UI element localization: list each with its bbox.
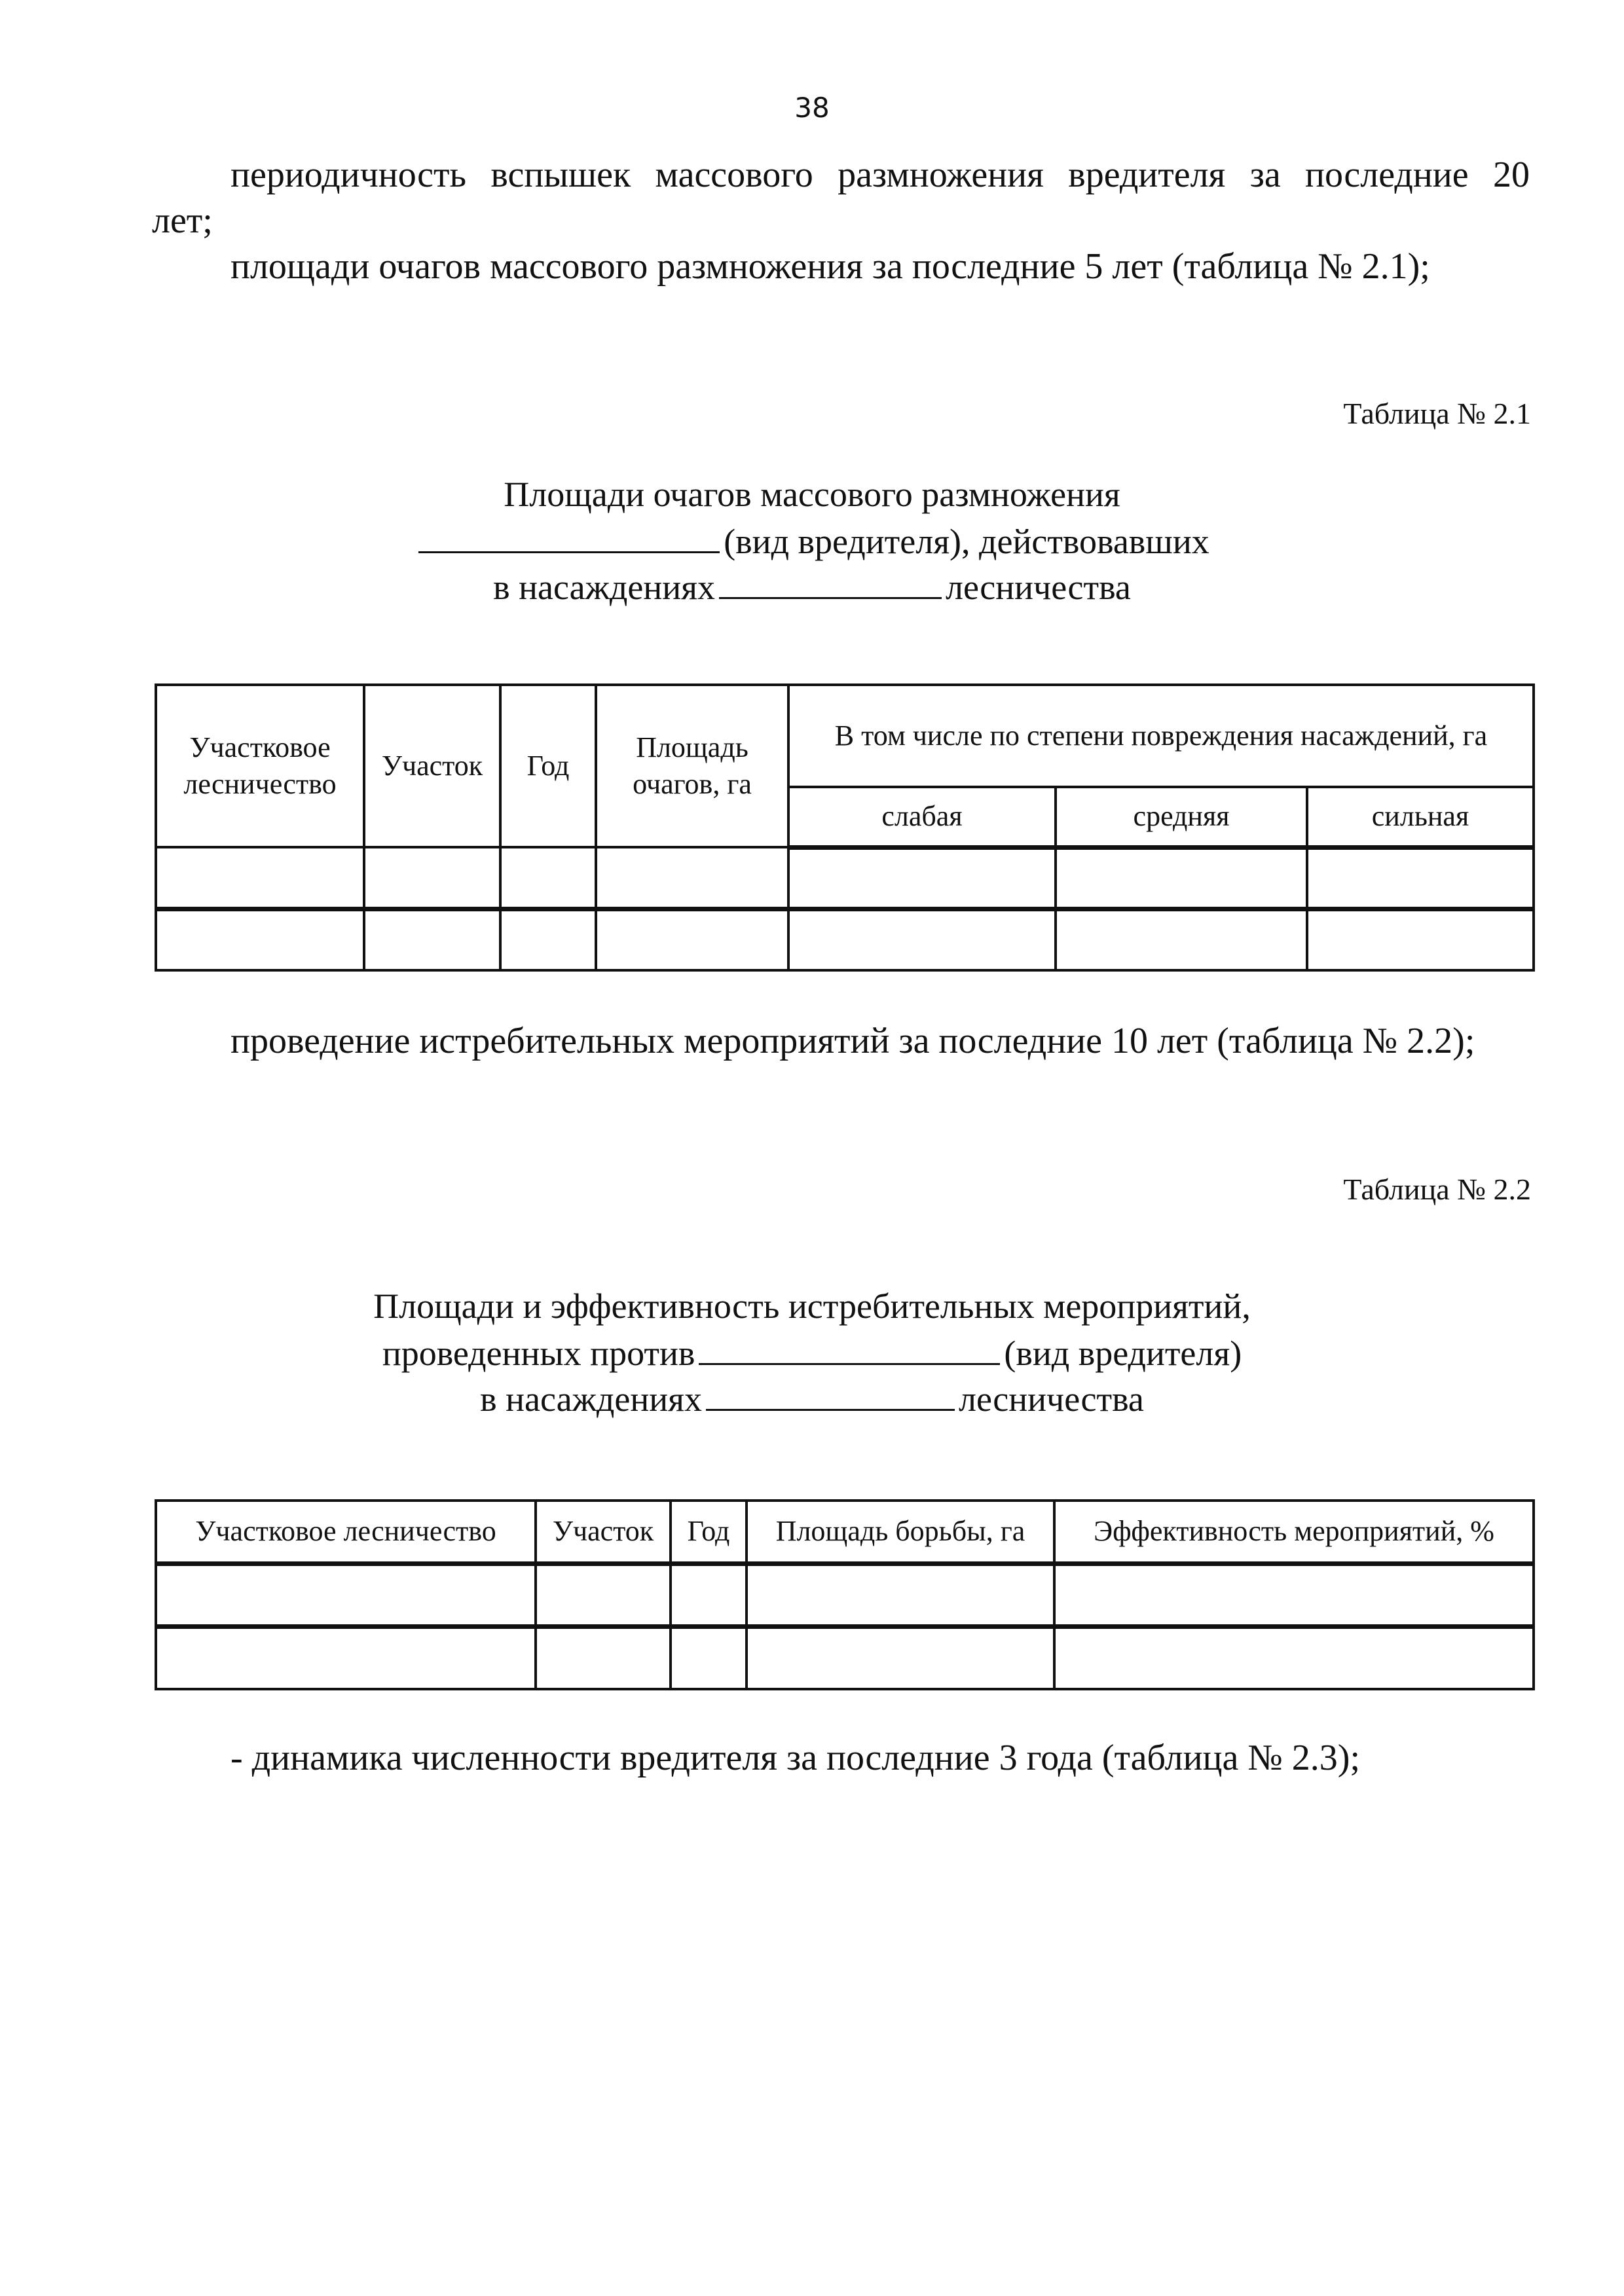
table-cell[interactable] (500, 909, 596, 970)
table-cell[interactable] (156, 847, 364, 909)
table-label: Таблица № 2.2 (1343, 1173, 1531, 1206)
table-2-2 (155, 1499, 1535, 1690)
paragraph-line: - динамика численности вредителя за последние 3 года (таблица № 2.3); (231, 1738, 1361, 1778)
table-cell[interactable] (156, 1563, 536, 1626)
table-label: Таблица № 2.1 (1343, 397, 1531, 430)
table-cell[interactable] (671, 1626, 747, 1689)
table-cell[interactable] (364, 909, 500, 970)
blank-fill-line (706, 1375, 955, 1411)
table-cell[interactable] (156, 1626, 536, 1689)
table-cell[interactable] (1056, 909, 1307, 970)
table-row (156, 909, 1534, 970)
paragraph-line: периодичность вспышек массового размножения вредителя за последние 20 (231, 155, 1530, 195)
header-year: Год (671, 1501, 747, 1563)
header-effectiveness: Эффективность мероприятий, % (1054, 1501, 1534, 1563)
table-title-line: (вид вредителя), действовавших (0, 517, 1624, 564)
table-cell[interactable] (1056, 847, 1307, 909)
table-cell[interactable] (536, 1626, 671, 1689)
table-cell[interactable] (500, 847, 596, 909)
table-2-1 (155, 683, 1535, 972)
paragraph-line: лет; (152, 200, 213, 241)
header-area: Площадь очагов, га (596, 685, 788, 847)
table-row (156, 847, 1534, 909)
header-plot: Участок (364, 685, 500, 847)
table-cell[interactable] (596, 909, 788, 970)
header-control-area: Площадь борьбы, га (747, 1501, 1054, 1563)
blank-fill-line (699, 1329, 1000, 1365)
paragraph-line: проведение истребительных мероприятий за последние 10 лет (таблица № 2.2); (231, 1021, 1475, 1061)
table-row (156, 1626, 1534, 1689)
table-title-line: в насаждениях лесничества (0, 1375, 1624, 1422)
table-title-line: Площади и эффективность истребительных мероприятий, (373, 1286, 1251, 1326)
table-cell[interactable] (747, 1626, 1054, 1689)
header-year: Год (500, 685, 596, 847)
table-cell[interactable] (671, 1563, 747, 1626)
table-title-line: проведенных против (вид вредителя) (0, 1329, 1624, 1376)
header-medium: средняя (1056, 787, 1307, 847)
header-weak: слабая (788, 787, 1056, 847)
paragraph-line: площади очагов массового размножения за последние 5 лет (таблица № 2.1); (231, 246, 1430, 287)
header-forestry: Участковое лесничество (156, 685, 364, 847)
table-cell[interactable] (788, 909, 1056, 970)
header-strong: сильная (1307, 787, 1534, 847)
table-title-line: в насаждениях лесничества (0, 563, 1624, 610)
table-cell[interactable] (1307, 909, 1534, 970)
table-cell[interactable] (747, 1563, 1054, 1626)
table-cell[interactable] (788, 847, 1056, 909)
table-title-line: Площади очагов массового размножения (504, 475, 1120, 514)
table-cell[interactable] (536, 1563, 671, 1626)
table-cell[interactable] (1054, 1563, 1534, 1626)
header-forestry: Участковое лесничество (156, 1501, 536, 1563)
blank-fill-line (418, 517, 720, 553)
table-row (156, 1563, 1534, 1626)
table-cell[interactable] (1054, 1626, 1534, 1689)
table-cell[interactable] (156, 909, 364, 970)
blank-fill-line (719, 563, 942, 599)
table-cell[interactable] (1307, 847, 1534, 909)
table-cell[interactable] (364, 847, 500, 909)
header-plot: Участок (536, 1501, 671, 1563)
table-cell[interactable] (596, 847, 788, 909)
header-damage-group: В том числе по степени повреждения насаждений, га (788, 685, 1534, 787)
page-number: 38 (794, 92, 830, 124)
